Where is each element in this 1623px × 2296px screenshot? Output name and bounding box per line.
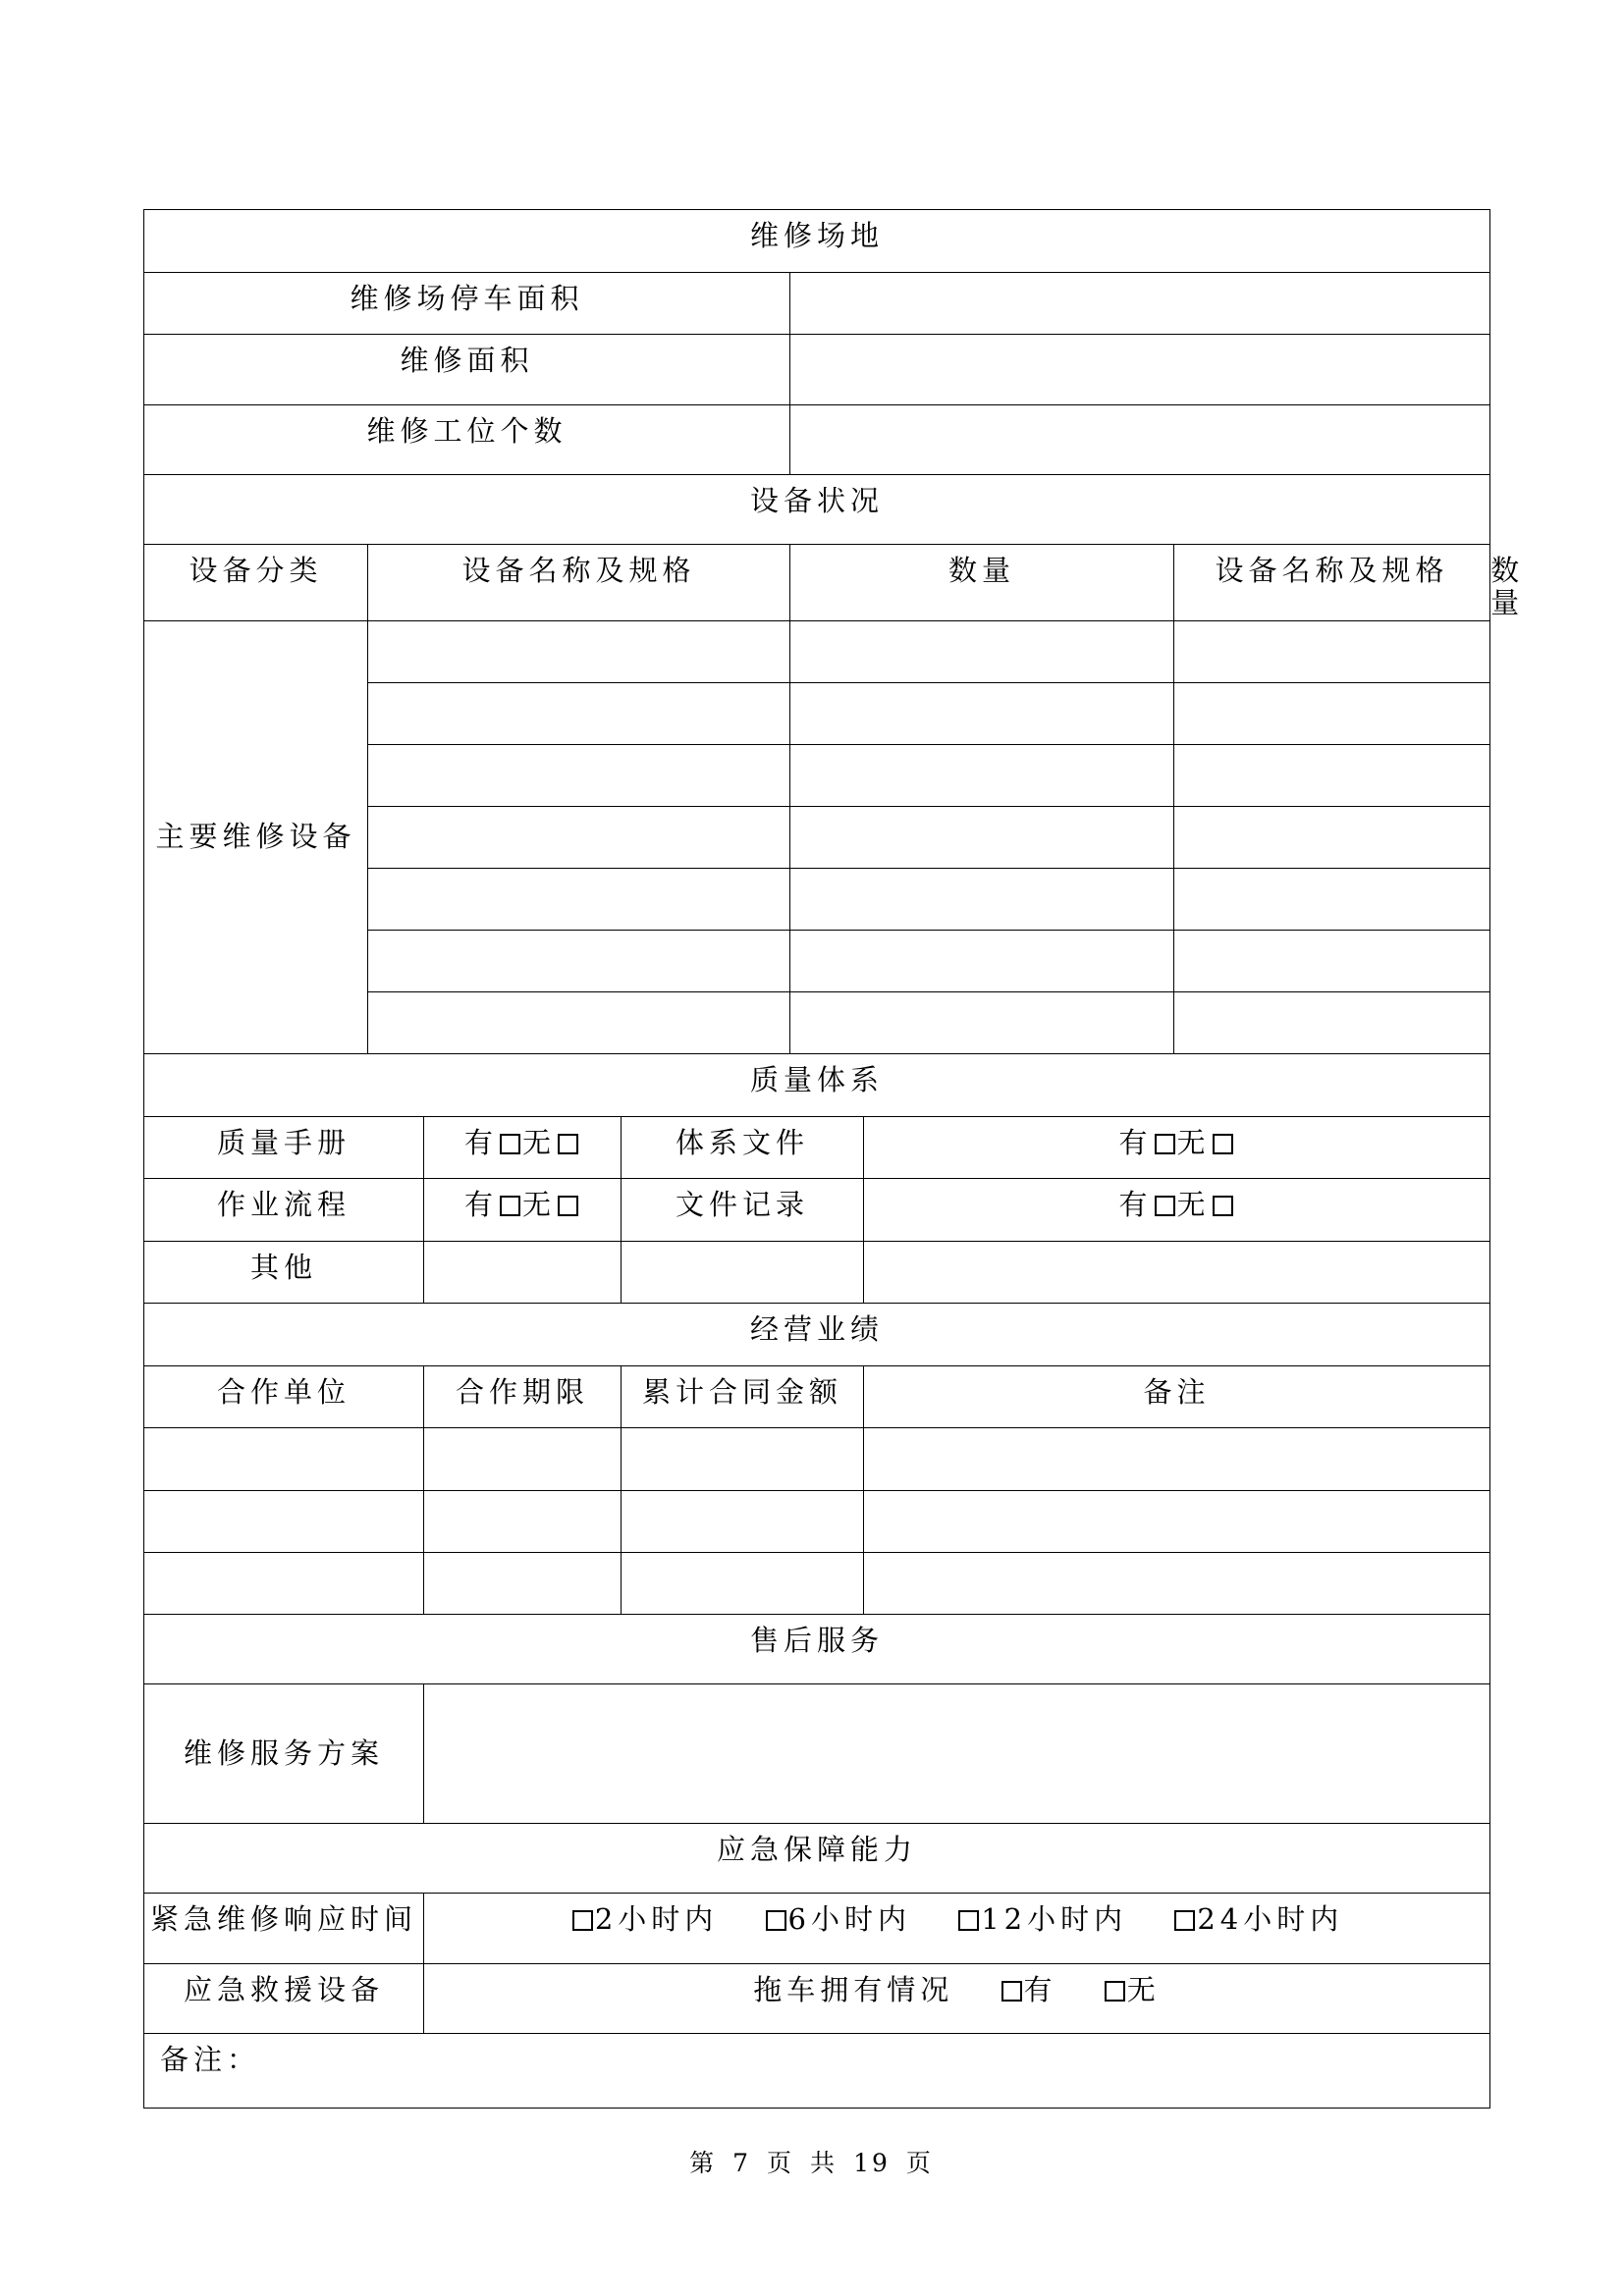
page-footer: 第 7 页 共 19 页 [689, 2149, 934, 2177]
equipment-name-cell[interactable] [1174, 991, 1490, 1053]
value-other-1[interactable] [424, 1241, 622, 1303]
tow-no-label: 无 [1126, 1972, 1161, 2006]
label-main-equipment: 主要维修设备 [144, 620, 368, 1053]
equipment-name-cell[interactable] [368, 868, 790, 930]
section-site: 维修场地 [144, 210, 1490, 273]
tow-truck-options [424, 1963, 1490, 2033]
yes-label: 有 [1118, 1187, 1153, 1221]
amount-cell[interactable] [622, 1552, 864, 1614]
checkbox-yes[interactable] [500, 1134, 520, 1154]
header-equipment-name-2: 设备名称及规格 [1174, 545, 1490, 621]
remark-label: 备注： [160, 2042, 261, 2076]
yes-label: 有 [463, 1125, 498, 1159]
partner-cell[interactable] [144, 1552, 424, 1614]
choice-system-documents [864, 1116, 1490, 1178]
label-repair-area: 维修面积 [144, 335, 790, 405]
checkbox-2h[interactable] [572, 1910, 593, 1931]
equipment-name-cell[interactable] [368, 682, 790, 744]
remark-cell[interactable] [864, 1490, 1490, 1552]
no-label: 无 [1176, 1187, 1211, 1221]
response-time-options [424, 1893, 1490, 1963]
header-quantity-1: 数量 [790, 545, 1174, 621]
term-cell[interactable] [424, 1427, 622, 1490]
checkbox-yes[interactable] [1155, 1134, 1175, 1154]
equipment-qty-cell[interactable] [790, 991, 1174, 1053]
header-contract-amount: 累计合同金额 [622, 1365, 864, 1427]
checkbox-no[interactable] [1213, 1134, 1233, 1154]
option-6h-label: 6小时内 [787, 1901, 911, 1936]
checkbox-no[interactable] [1213, 1196, 1233, 1216]
header-term: 合作期限 [424, 1365, 622, 1427]
equipment-name-cell[interactable] [1174, 682, 1490, 744]
yes-label: 有 [1118, 1125, 1153, 1159]
value-other-3[interactable] [864, 1241, 1490, 1303]
remark-row[interactable] [144, 2033, 1490, 2108]
equipment-name-cell[interactable] [368, 744, 790, 806]
tow-yes-label: 有 [1023, 1972, 1057, 2006]
equipment-qty-cell[interactable] [790, 620, 1174, 682]
application-form [143, 209, 1525, 2109]
label-response-time: 紧急维修响应时间 [144, 1893, 424, 1963]
page-total: 19 [853, 2149, 891, 2177]
label-file-records: 文件记录 [622, 1178, 864, 1241]
checkbox-yes[interactable] [500, 1196, 520, 1216]
equipment-name-cell[interactable] [368, 930, 790, 991]
header-equipment-name-1: 设备名称及规格 [368, 545, 790, 621]
term-cell[interactable] [424, 1552, 622, 1614]
label-service-plan: 维修服务方案 [144, 1683, 424, 1823]
partner-cell[interactable] [144, 1490, 424, 1552]
equipment-name-cell[interactable] [1174, 744, 1490, 806]
label-workstation-count: 维修工位个数 [144, 405, 790, 475]
checkbox-no[interactable] [558, 1196, 578, 1216]
value-parking-area[interactable] [790, 273, 1490, 335]
equipment-qty-cell[interactable] [790, 744, 1174, 806]
value-service-plan[interactable] [424, 1683, 1490, 1823]
amount-cell[interactable] [622, 1427, 864, 1490]
amount-cell[interactable] [622, 1490, 864, 1552]
remark-cell[interactable] [864, 1427, 1490, 1490]
section-emergency: 应急保障能力 [144, 1823, 1490, 1893]
checkbox-tow-yes[interactable] [1001, 1981, 1022, 2002]
equipment-qty-cell[interactable] [790, 868, 1174, 930]
page-number: 7 [732, 2149, 752, 2177]
header-partner: 合作单位 [144, 1365, 424, 1427]
choice-work-process [424, 1178, 622, 1241]
tow-truck-label: 拖车拥有情况 [753, 1972, 954, 2006]
value-workstation-count[interactable] [790, 405, 1490, 475]
equipment-name-cell[interactable] [368, 620, 790, 682]
header-remark: 备注 [864, 1365, 1490, 1427]
equipment-qty-cell[interactable] [790, 806, 1174, 868]
section-performance: 经营业绩 [144, 1303, 1490, 1365]
checkbox-tow-no[interactable] [1105, 1981, 1125, 2002]
value-repair-area[interactable] [790, 335, 1490, 405]
no-label: 无 [1176, 1125, 1211, 1159]
label-parking-area: 维修场停车面积 [144, 273, 790, 335]
equipment-name-cell[interactable] [1174, 930, 1490, 991]
equipment-name-cell[interactable] [368, 806, 790, 868]
label-system-documents: 体系文件 [622, 1116, 864, 1178]
equipment-name-cell[interactable] [1174, 620, 1490, 682]
checkbox-no[interactable] [558, 1134, 578, 1154]
checkbox-6h[interactable] [766, 1910, 786, 1931]
checkbox-24h[interactable] [1174, 1910, 1195, 1931]
remark-cell[interactable] [864, 1552, 1490, 1614]
equipment-name-cell[interactable] [368, 991, 790, 1053]
no-label: 无 [522, 1125, 557, 1159]
section-quality: 质量体系 [144, 1053, 1490, 1116]
checkbox-yes[interactable] [1155, 1196, 1175, 1216]
label-work-process: 作业流程 [144, 1178, 424, 1241]
choice-file-records [864, 1178, 1490, 1241]
choice-quality-manual [424, 1116, 622, 1178]
form-table: 维修场地 维修场停车面积 维修面积 维修工位个数 设备状况 设备分类 设备名称及规格 数量 设备名称及规格 数量 主要维修设备 质量体系 质量手册 有 无 体系文件 有 无 作业流程 有 无 文件记录 有 无 其他 经营业绩 合作单位 合作期限 累计合同金额 备注 售后服务 维修服务方案 应急保障能力 紧急维修响应时间 2小时内 6小时内 12小时内 24小时内 应急救援设备 拖车拥有情况 有 无 备注： [143, 209, 1490, 2109]
equipment-name-cell[interactable] [1174, 806, 1490, 868]
label-quality-manual: 质量手册 [144, 1116, 424, 1178]
no-label: 无 [522, 1187, 557, 1221]
section-equipment: 设备状况 [144, 475, 1490, 545]
equipment-qty-cell[interactable] [790, 930, 1174, 991]
term-cell[interactable] [424, 1490, 622, 1552]
label-other: 其他 [144, 1241, 424, 1303]
option-2h-label: 2小时内 [594, 1901, 719, 1936]
option-12h-label: 12小时内 [981, 1901, 1128, 1936]
yes-label: 有 [463, 1187, 498, 1221]
value-other-2[interactable] [622, 1241, 864, 1303]
section-aftersales: 售后服务 [144, 1614, 1490, 1683]
option-24h-label: 24小时内 [1197, 1901, 1344, 1936]
label-rescue-equipment: 应急救援设备 [144, 1963, 424, 2033]
equipment-qty-cell[interactable] [790, 682, 1174, 744]
checkbox-12h[interactable] [958, 1910, 979, 1931]
equipment-name-cell[interactable] [1174, 868, 1490, 930]
header-equipment-category: 设备分类 [144, 545, 368, 621]
partner-cell[interactable] [144, 1427, 424, 1490]
